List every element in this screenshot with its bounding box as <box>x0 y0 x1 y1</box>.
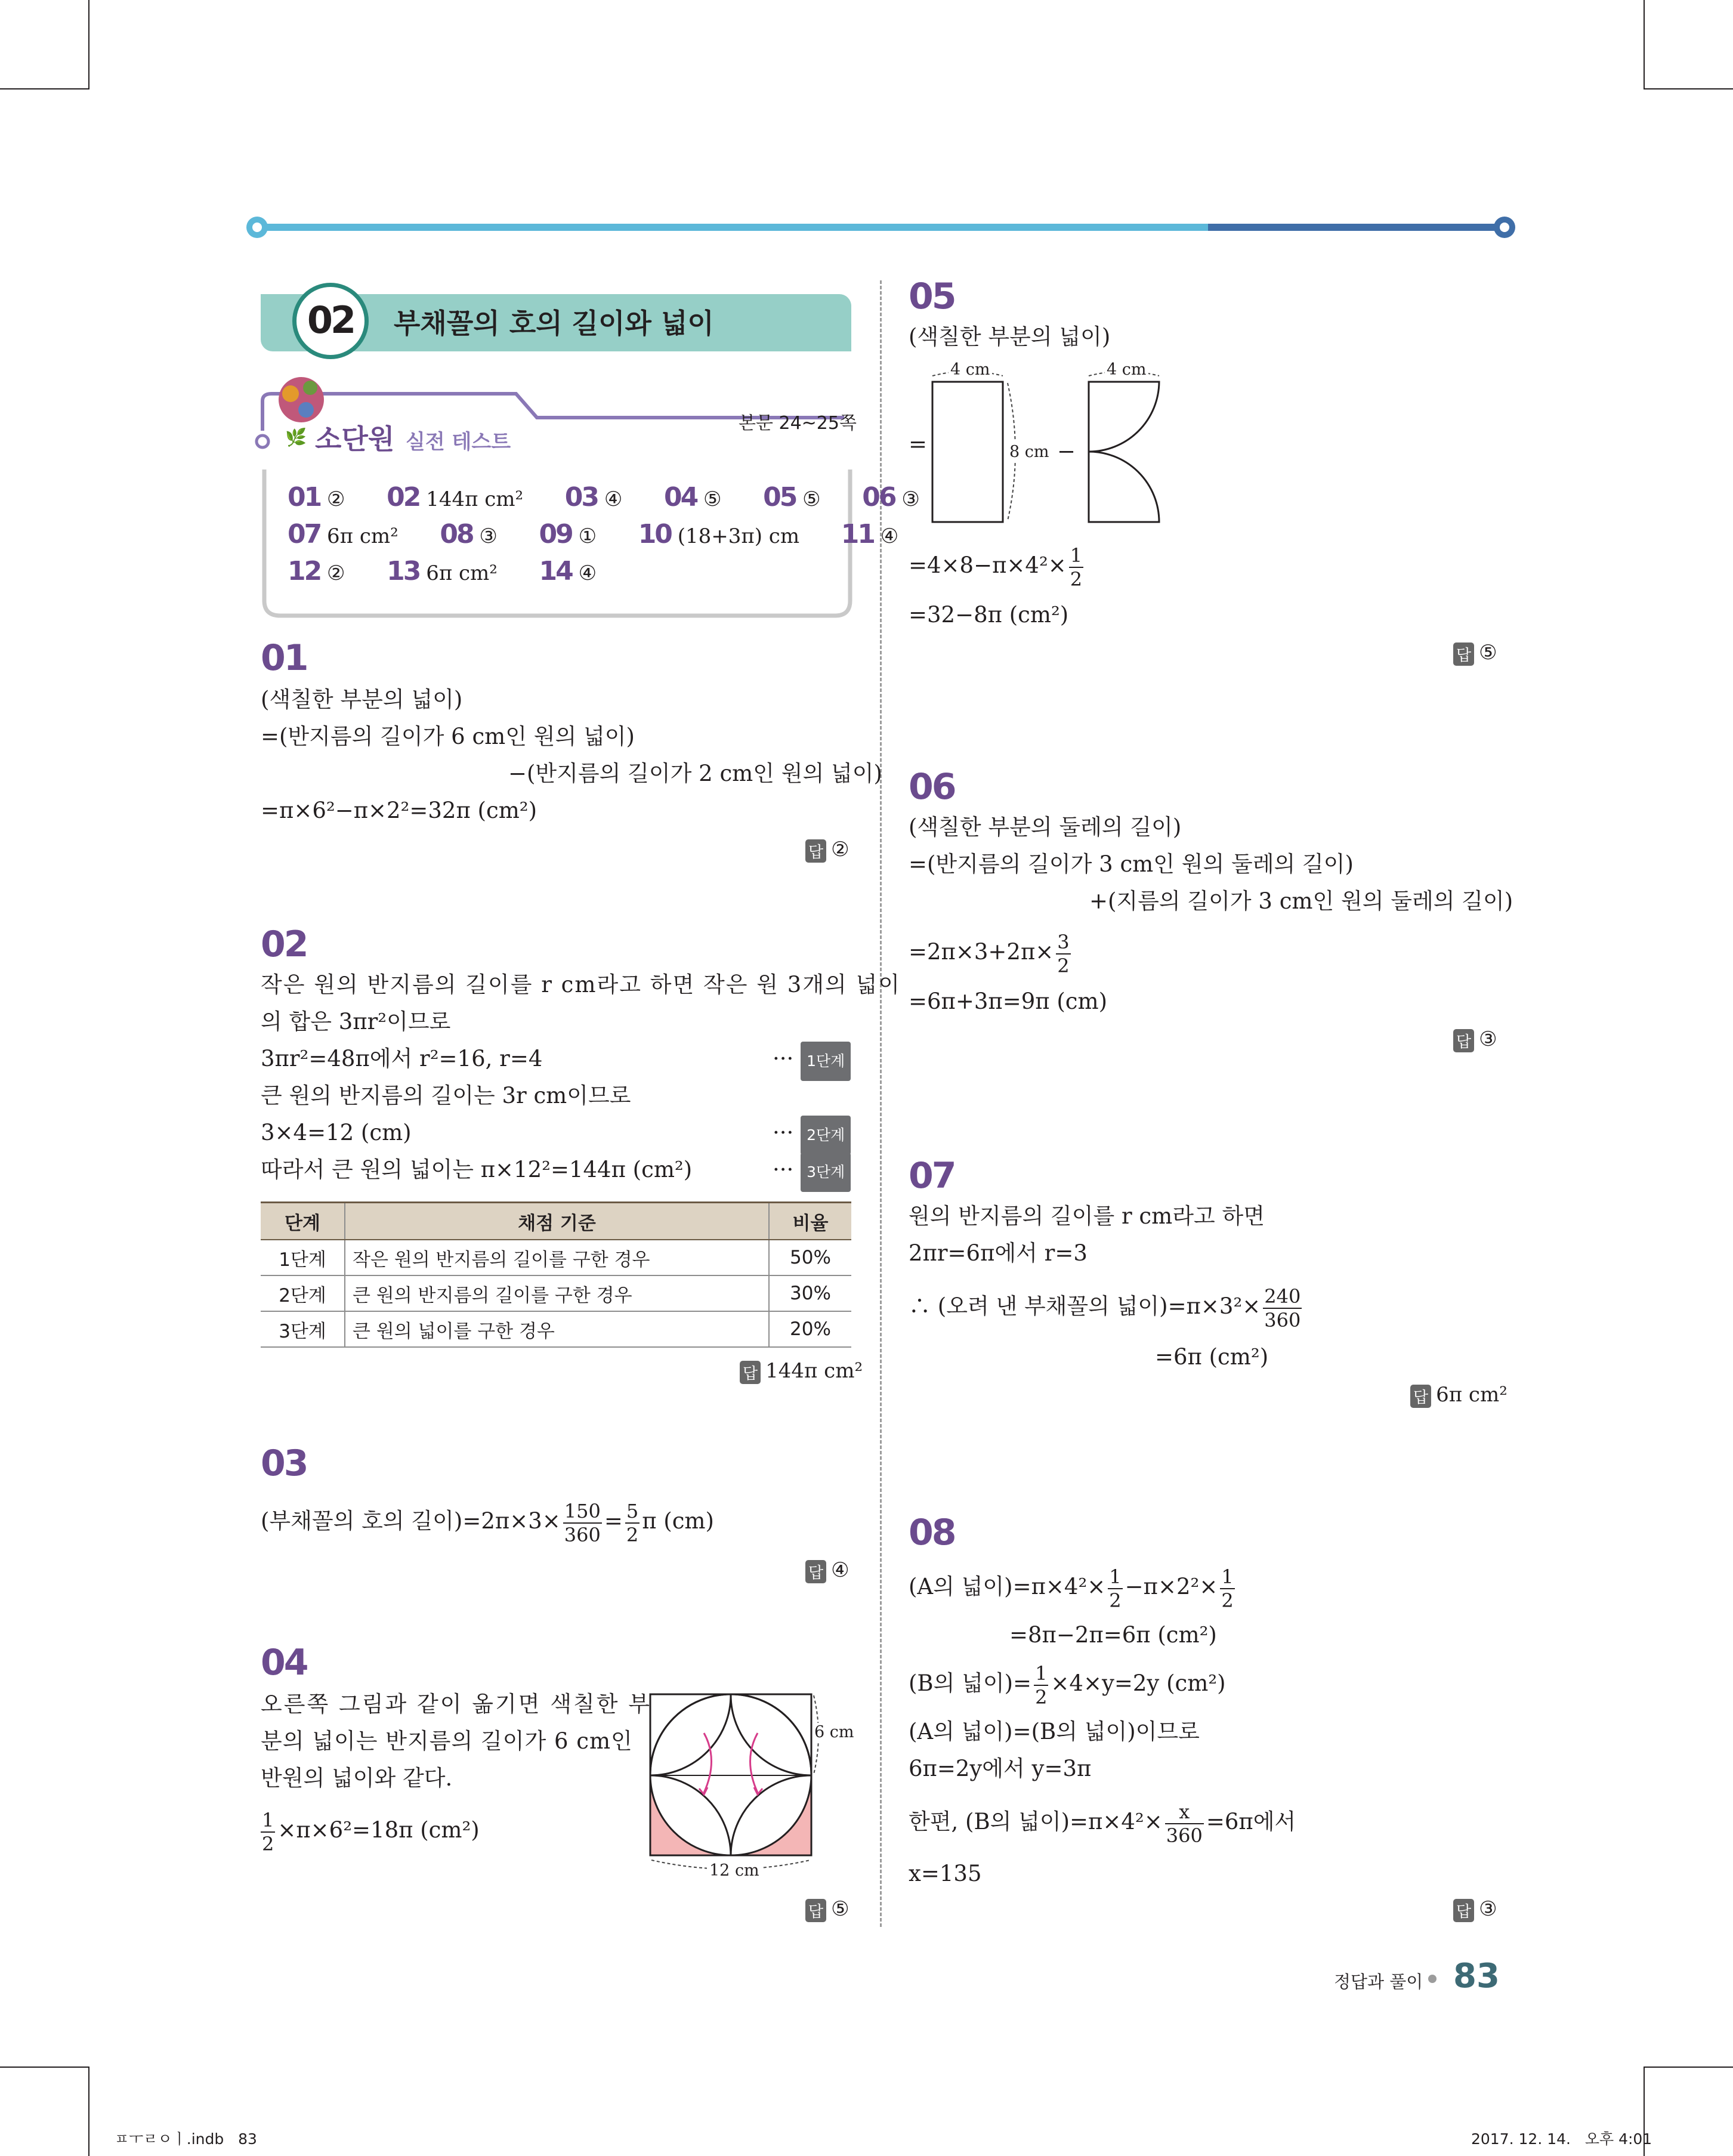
problem-number: 06 <box>909 766 955 808</box>
answer-mark: 답 144π cm² <box>740 1359 863 1384</box>
answer-item: 06 ③ <box>862 482 920 512</box>
figure-label: 4 cm <box>949 360 992 379</box>
answer-mark: 답 ④ <box>805 1558 849 1583</box>
solution-line: (부채꼴의 호의 길이)=2π×3× $\frac{150}{360}$ = $\frac{5}{2}$ π (cm) <box>261 1499 714 1546</box>
solution-line: =π×6²−π×2²=32π (cm²) <box>261 798 537 823</box>
answer-mark: 답 ③ <box>1453 1027 1497 1052</box>
answer-item: 02 144π cm² <box>387 482 524 512</box>
solution-line: 3πr²=48π에서 r²=16, r=4 <box>261 1046 543 1071</box>
solution-line: +(지름의 길이가 3 cm인 원의 둘레의 길이) <box>1089 888 1513 914</box>
equals-sign: = <box>909 431 928 457</box>
solution-line: 의 합은 3πr²이므로 <box>261 1009 451 1034</box>
problem-number: 02 <box>261 923 307 965</box>
answer-mark: 답 ③ <box>1453 1897 1497 1922</box>
solution-line: (A의 넓이)=(B의 넓이)이므로 <box>909 1719 1200 1744</box>
solution-line: =8π−2π=6π (cm²) <box>1009 1622 1217 1648</box>
table-header: 비율 <box>769 1203 851 1240</box>
crop-mark <box>88 2067 89 2156</box>
crop-mark <box>0 2067 89 2068</box>
page-number: 83 <box>1453 1957 1500 1996</box>
solution-line: 2πr=6π에서 r=3 <box>909 1240 1088 1266</box>
solution-line: =(반지름의 길이가 6 cm인 원의 넓이) <box>261 724 635 749</box>
step-marker: ··· 3단계 <box>773 1151 851 1192</box>
solution-line: =6π+3π=9π (cm) <box>909 989 1108 1014</box>
answer-item: 08 ③ <box>440 519 498 549</box>
solution-line: =32−8π (cm²) <box>909 602 1069 628</box>
answer-row-3 <box>288 556 597 586</box>
solution-line: =4×8−π×4²× $\frac{1}{2}$ <box>909 543 1083 591</box>
problem-number: 07 <box>909 1155 955 1197</box>
answer-item: 09 ① <box>539 519 597 549</box>
answer-row-1 <box>288 482 920 512</box>
solution-line: 원의 반지름의 길이를 r cm라고 하면 <box>909 1203 1265 1229</box>
slug-date: 2017. 12. 14. 오후 4:01 <box>1471 2130 1652 2148</box>
answer-item: 11 ④ <box>841 519 899 549</box>
solution-line: ∴ (오려 낸 부채꼴의 넓이)=π×3²× $\frac{240}{360}$ <box>909 1284 1301 1332</box>
test-label-sub: 실전 테스트 <box>406 430 511 454</box>
solution-line: =6π (cm²) <box>1155 1344 1269 1370</box>
solution-line: −(반지름의 길이가 2 cm인 원의 넓이) <box>508 761 882 786</box>
answer-mark: 답 6π cm² <box>1410 1383 1508 1408</box>
answer-item: 05 ⑤ <box>763 482 821 512</box>
crop-mark <box>88 0 89 89</box>
crop-mark <box>1644 0 1645 89</box>
test-pages: 본문 24~25쪽 <box>739 413 857 434</box>
answer-item: 13 6π cm² <box>387 556 498 586</box>
solution-line: 3×4=12 (cm) <box>261 1120 412 1145</box>
answer-item: 14 ④ <box>539 556 597 586</box>
slug-file: ㅍㅜㄹㅇㅣ.indb 83 <box>115 2130 257 2148</box>
solution-line: (색칠한 부분의 둘레의 길이) <box>909 814 1182 840</box>
solution-line: 오른쪽 그림과 같이 옮기면 색칠한 부 <box>261 1691 651 1717</box>
answer-mark: 답 ⑤ <box>1453 641 1497 666</box>
table-header: 채점 기준 <box>345 1203 769 1240</box>
solution-line: 분의 넓이는 반지름의 길이가 6 cm인 <box>261 1728 633 1754</box>
table-row: 1단계 작은 원의 반지름의 길이를 구한 경우 50% <box>261 1240 851 1275</box>
table-row: 2단계 큰 원의 반지름의 길이를 구한 경우 30% <box>261 1275 851 1311</box>
figure-05 <box>931 358 1181 531</box>
answer-item: 01 ② <box>288 482 345 512</box>
section-title: 부채꼴의 호의 길이와 넓이 <box>394 307 714 339</box>
solution-line: =(반지름의 길이가 3 cm인 원의 둘레의 길이) <box>909 851 1354 877</box>
solution-line: (B의 넓이)= $\frac{1}{2}$ ×4×y=2y (cm²) <box>909 1661 1226 1709</box>
solution-line: $\frac{1}{2}$ ×π×6²=18π (cm²) <box>262 1808 480 1855</box>
problem-number: 01 <box>261 637 307 679</box>
unit-badge: 02 <box>292 283 369 359</box>
crop-mark <box>1644 88 1733 89</box>
problem-number: 04 <box>261 1642 307 1684</box>
crop-mark <box>1644 2067 1733 2068</box>
solution-line: =2π×3+2π× $\frac{3}{2}$ <box>909 930 1070 977</box>
table-header: 단계 <box>261 1203 345 1240</box>
minus-sign: − <box>1057 438 1076 464</box>
footer-label: 정답과 풀이 <box>1334 1972 1423 1992</box>
solution-line: 반원의 넓이와 같다. <box>261 1765 453 1791</box>
problem-number: 08 <box>909 1512 955 1553</box>
solution-line: 한편, (B의 넓이)=π×4²× $\frac{x}{360}$ =6π에서 <box>909 1800 1296 1847</box>
answer-item: 03 ④ <box>564 482 623 512</box>
answer-item: 12 ② <box>288 556 345 586</box>
solution-line: (색칠한 부분의 넓이) <box>261 687 463 712</box>
figure-label: 12 cm <box>707 1861 762 1880</box>
top-divider-bar <box>242 212 1521 243</box>
answer-mark: 답 ⑤ <box>805 1897 849 1922</box>
solution-line: 6π=2y에서 y=3π <box>909 1756 1092 1781</box>
step-marker: ··· 2단계 <box>773 1114 851 1155</box>
problem-number: 03 <box>261 1443 307 1484</box>
figure-label: 8 cm <box>1009 443 1049 461</box>
answer-item: 10 (18+3π) cm <box>638 519 800 549</box>
grading-table <box>261 1201 851 1348</box>
problem-number: 05 <box>909 276 955 317</box>
solution-line: 작은 원의 반지름의 길이를 r cm라고 하면 작은 원 3개의 넓이 <box>261 972 901 997</box>
step-marker: ··· 1단계 <box>773 1040 851 1081</box>
solution-line: (A의 넓이)=π×4²× $\frac{1}{2}$ −π×2²× $\frac{1}{2}$ <box>909 1565 1234 1612</box>
figure-label: 6 cm <box>814 1723 854 1741</box>
footer-bullet <box>1428 1975 1437 1983</box>
test-label-main: 소단원 <box>315 423 395 455</box>
solution-line: x=135 <box>909 1861 982 1886</box>
solution-line: (색칠한 부분의 넓이) <box>909 324 1111 350</box>
crop-mark <box>0 88 70 89</box>
leaf-icon: 🌿 <box>285 427 307 447</box>
answer-row-2 <box>288 519 898 549</box>
answer-item: 04 ⑤ <box>663 482 722 512</box>
crop-mark <box>70 88 89 89</box>
table-row: 3단계 큰 원의 넓이를 구한 경우 20% <box>261 1311 851 1347</box>
figure-label: 4 cm <box>1105 360 1148 379</box>
solution-line: 큰 원의 반지름의 길이는 3r cm이므로 <box>261 1083 631 1108</box>
answer-item: 07 6π cm² <box>288 519 399 549</box>
solution-line: 따라서 큰 원의 넓이는 π×12²=144π (cm²) <box>261 1157 693 1182</box>
answer-mark: 답 ② <box>805 838 849 863</box>
figure-04 <box>644 1688 859 1885</box>
